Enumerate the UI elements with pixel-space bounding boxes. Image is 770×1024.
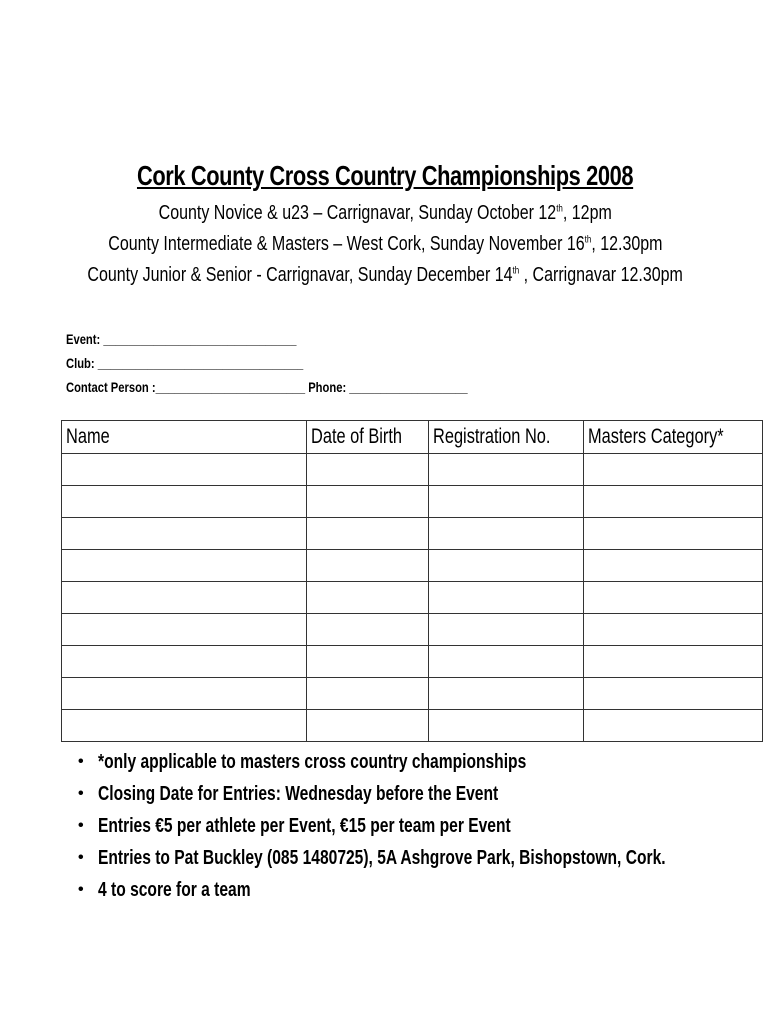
table-row (62, 614, 763, 646)
schedule-line-senior: County Junior & Senior - Carrignavar, Sunday December 14th , Carrignavar 12.30pm (87, 264, 683, 286)
contact-phone-field[interactable]: Contact Person :________________________ Phone: ___________________ (66, 379, 468, 395)
list-item: • Entries to Pat Buckley (085 1480725), 5A Ashgrove Park, Bishopstown, Cork. (76, 842, 770, 874)
registration-cell[interactable] (428, 646, 584, 678)
registration-cell[interactable] (428, 518, 584, 550)
masters-category-cell[interactable] (584, 646, 763, 678)
bullet-icon: • (78, 881, 84, 898)
masters-category-cell[interactable] (584, 486, 763, 518)
table-row (62, 486, 763, 518)
list-item: • *only applicable to masters cross country championships (76, 746, 770, 778)
dob-cell[interactable] (307, 454, 429, 486)
column-header-date-of-birth: Date of Birth (307, 421, 429, 454)
masters-category-cell[interactable] (584, 454, 763, 486)
name-cell[interactable] (62, 710, 307, 742)
masters-category-cell[interactable] (584, 710, 763, 742)
masters-category-cell[interactable] (584, 678, 763, 710)
bullet-icon: • (78, 753, 84, 770)
entry-details (66, 327, 568, 399)
athlete-entry-table (61, 420, 763, 742)
registration-cell[interactable] (428, 582, 584, 614)
table-row (62, 710, 763, 742)
page-title: Cork County Cross Country Championships 2008 (136, 160, 634, 191)
dob-cell[interactable] (307, 646, 429, 678)
header (0, 160, 770, 291)
dob-cell[interactable] (307, 710, 429, 742)
dob-cell[interactable] (307, 486, 429, 518)
list-item: • 4 to score for a team (76, 874, 770, 906)
registration-cell[interactable] (428, 486, 584, 518)
dob-cell[interactable] (307, 550, 429, 582)
table-row (62, 582, 763, 614)
dob-cell[interactable] (307, 582, 429, 614)
dob-cell[interactable] (307, 678, 429, 710)
column-header-name: Name (62, 421, 307, 454)
schedule-line-novice: County Novice & u23 – Carrignavar, Sunday October 12th, 12pm (158, 202, 612, 224)
column-header-masters-category: Masters Category* (584, 421, 763, 454)
table-row (62, 646, 763, 678)
name-cell[interactable] (62, 550, 307, 582)
registration-cell[interactable] (428, 550, 584, 582)
dob-cell[interactable] (307, 518, 429, 550)
column-header-registration-no: Registration No. (428, 421, 584, 454)
name-cell[interactable] (62, 486, 307, 518)
schedule-line-intermediate: County Intermediate & Masters – West Cork, Sunday November 16th, 12.30pm (107, 233, 663, 255)
name-cell[interactable] (62, 614, 307, 646)
registration-cell[interactable] (428, 678, 584, 710)
masters-category-cell[interactable] (584, 518, 763, 550)
table-row (62, 454, 763, 486)
name-cell[interactable] (62, 646, 307, 678)
name-cell[interactable] (62, 582, 307, 614)
masters-category-cell[interactable] (584, 614, 763, 646)
registration-cell[interactable] (428, 614, 584, 646)
table-header-row (62, 421, 763, 454)
event-field[interactable]: Event: _______________________________ (66, 331, 297, 347)
table-row (62, 550, 763, 582)
name-cell[interactable] (62, 518, 307, 550)
list-item: • Closing Date for Entries: Wednesday before the Event (76, 778, 770, 810)
club-field[interactable]: Club: _________________________________ (66, 355, 304, 371)
masters-category-cell[interactable] (584, 582, 763, 614)
bullet-icon: • (78, 817, 84, 834)
registration-cell[interactable] (428, 710, 584, 742)
notes-list (76, 746, 770, 906)
table-row (62, 678, 763, 710)
dob-cell[interactable] (307, 614, 429, 646)
name-cell[interactable] (62, 454, 307, 486)
bullet-icon: • (78, 785, 84, 802)
list-item: • Entries €5 per athlete per Event, €15 per team per Event (76, 810, 770, 842)
bullet-icon: • (78, 849, 84, 866)
registration-cell[interactable] (428, 454, 584, 486)
table-row (62, 518, 763, 550)
name-cell[interactable] (62, 678, 307, 710)
masters-category-cell[interactable] (584, 550, 763, 582)
